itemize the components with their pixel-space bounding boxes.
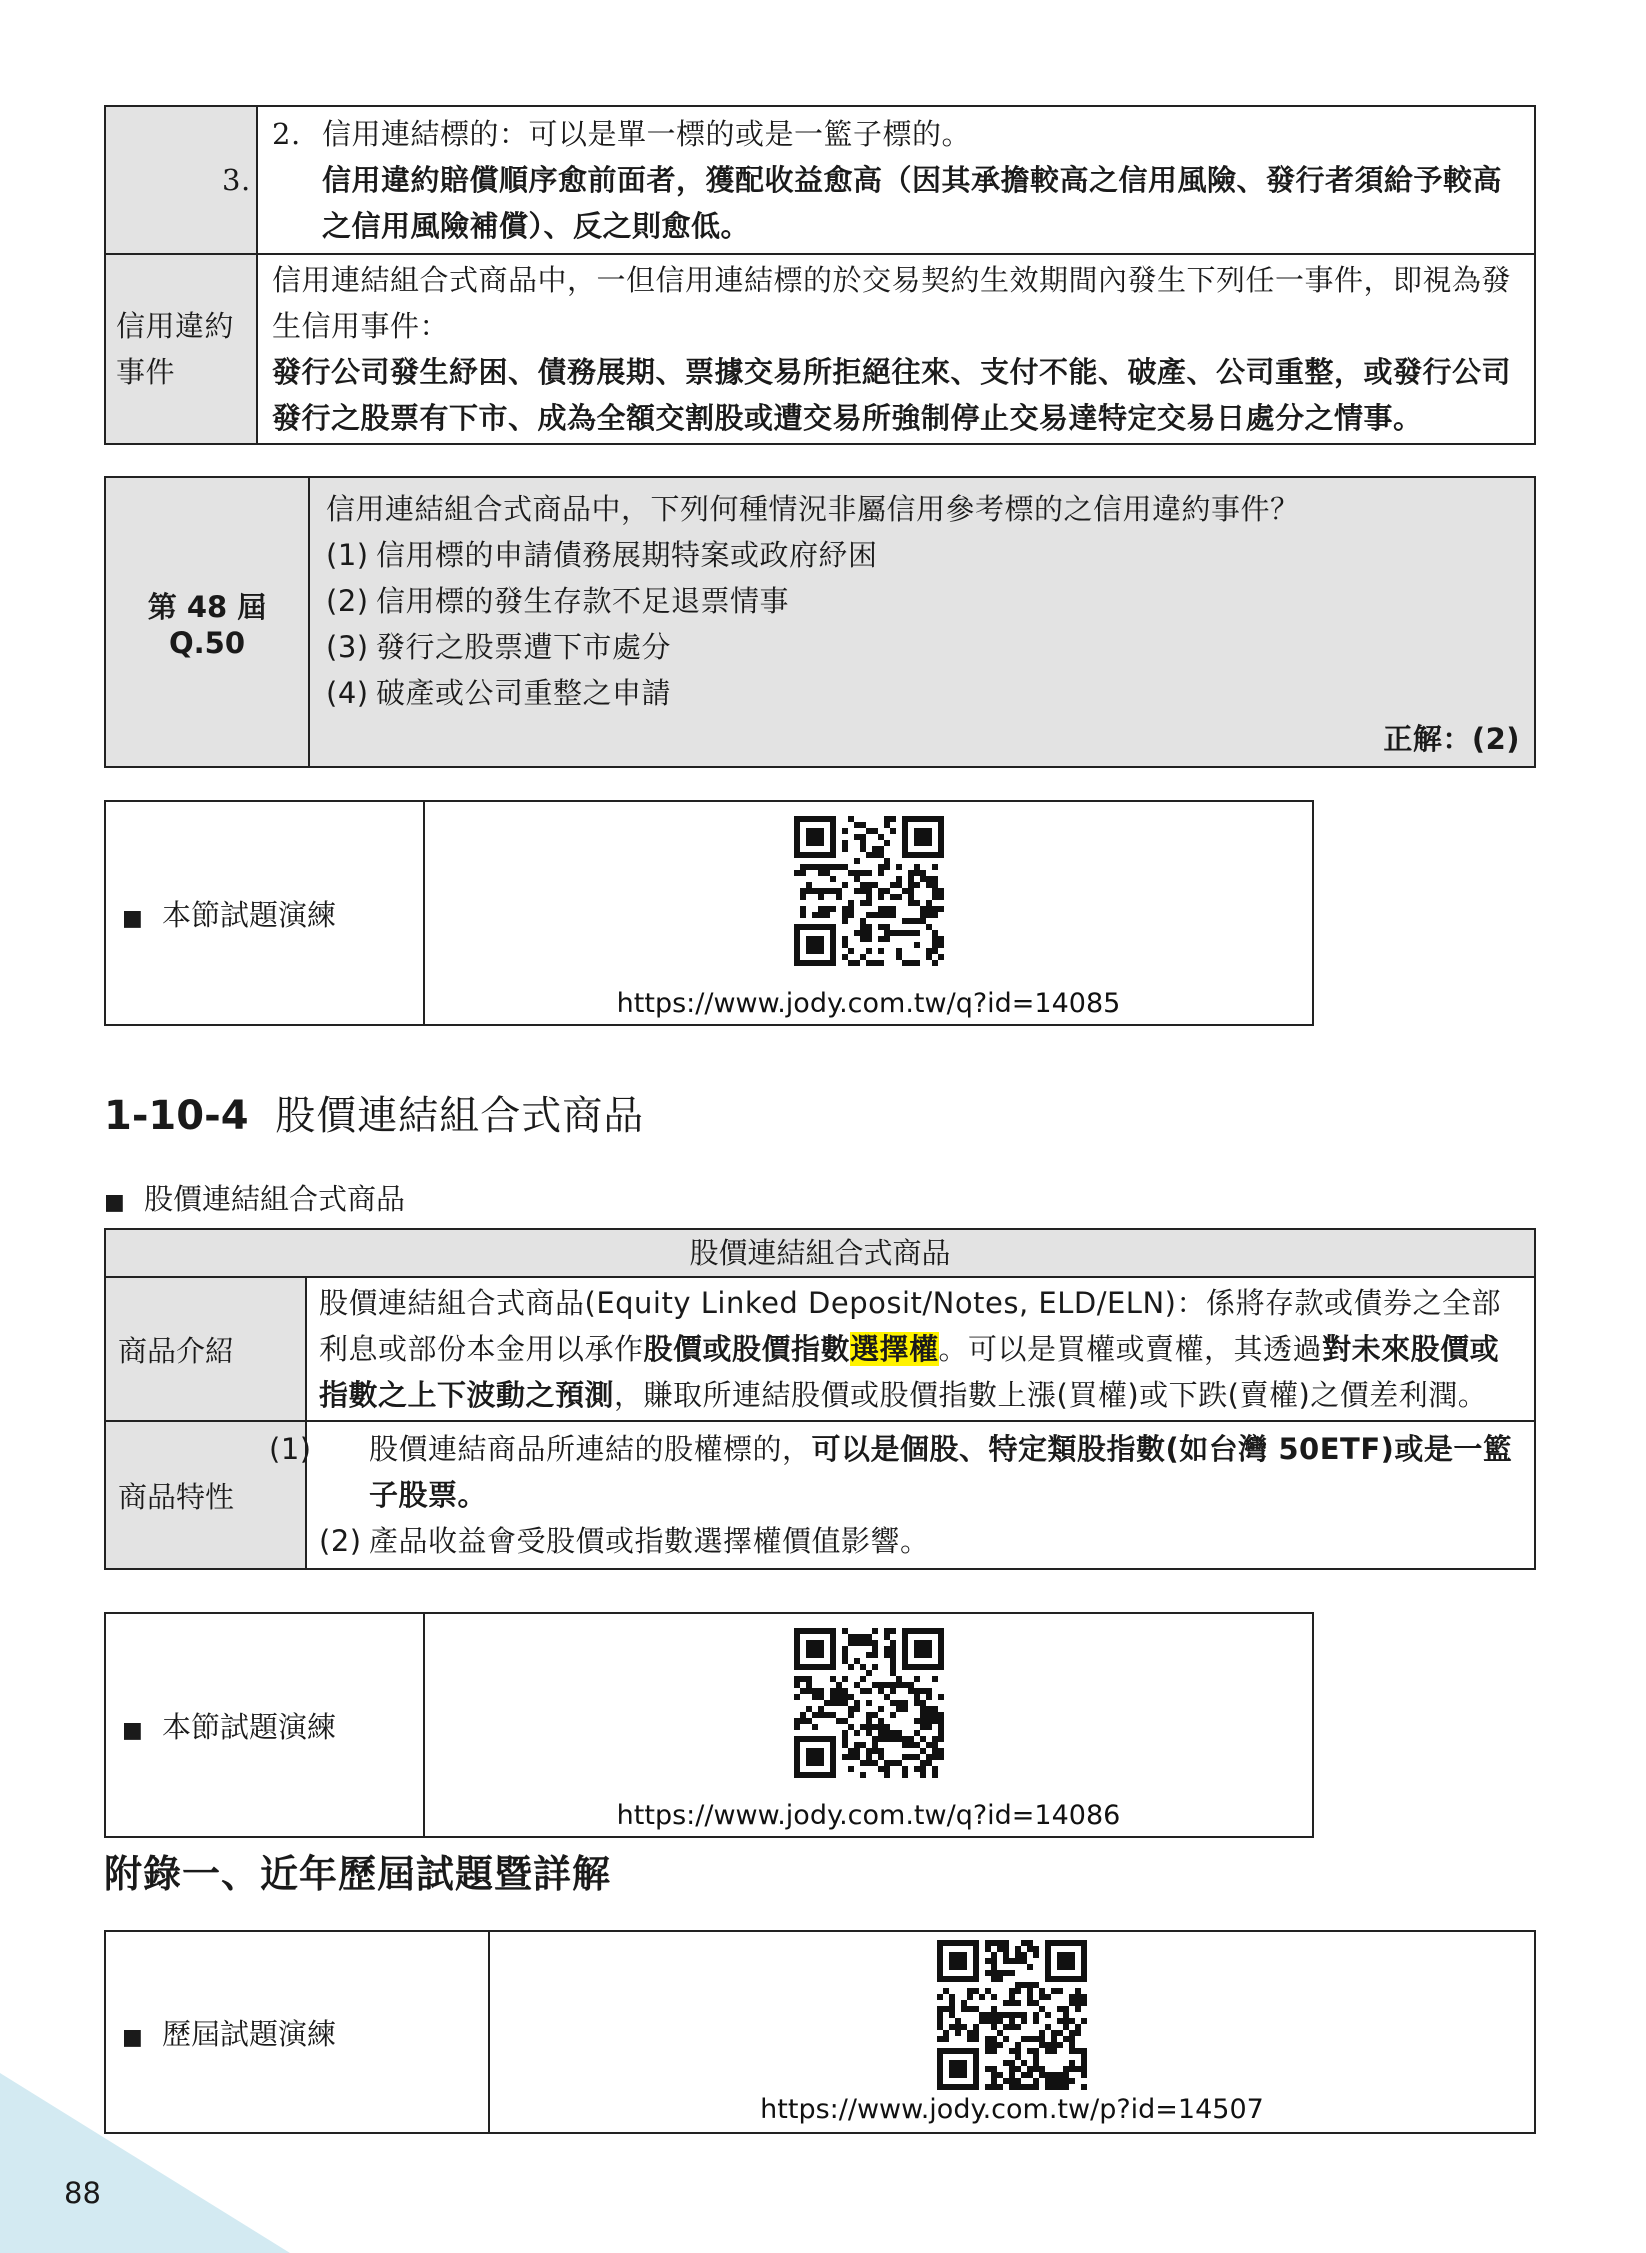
square-bullet-icon: ■ — [104, 1190, 125, 1215]
practice-label-cell-3: ■ 歷屆試題演練 — [105, 1931, 489, 2133]
practice-box-2 — [104, 1612, 1314, 1838]
question-table — [104, 476, 1536, 768]
corner-decoration — [0, 2073, 290, 2253]
equity-linked-table — [104, 1228, 1536, 1570]
credit-default-cell: 信用連結組合式商品中，一但信用連結標的於交易契約生效期間內發生下列任一事件，即視為發生信用事件： 發行公司發生紓困、債務展期、票據交易所拒絕往來、支付不能、破產、公司重整，或發行公司發行之股票有下市、成為全額交割股或遭交易所強制停止交易達特定交易日處分之情事。 — [257, 254, 1535, 444]
practice-box-1 — [104, 800, 1314, 1026]
question-label: 第 48 屆 Q.50 — [147, 589, 267, 660]
credit-default-label: 信用違約事件 — [105, 254, 257, 444]
credit-linked-items-cell — [222, 106, 1535, 254]
intro-text: 股價連結組合式商品(Equity Linked Deposit/Notes, ELD/ELN)：係將存款或債券之全部利息或部份本金用以承作股價或股價指數選擇權。可以是買權或賣權，其透過對未來股價或指數之上下波動之預測，賺取所連結股價或股價指數上漲(買權)或下跌(賣權)之價差利潤。 — [319, 1286, 1501, 1412]
qr-code-icon[interactable] — [794, 816, 944, 966]
square-bullet-icon: ■ — [122, 905, 143, 931]
page-number: 88 — [64, 2176, 101, 2210]
feature-2: (2) 產品收益會受股價或指數選擇權價值影響。 — [319, 1524, 930, 1558]
practice-qr-cell-3 — [489, 1931, 1535, 2133]
features-label-cell: 商品特性 — [105, 1421, 306, 1569]
practice-qr-cell-1 — [424, 801, 1313, 1025]
qr-code-icon[interactable] — [937, 1940, 1087, 2090]
features-body-cell — [269, 1421, 1535, 1569]
practice-link-3[interactable]: https://www.jody.com.tw/p?id=14507 — [760, 2094, 1264, 2125]
practice-link-1[interactable]: https://www.jody.com.tw/q?id=14085 — [616, 988, 1121, 1019]
intro-body-cell — [306, 1277, 1535, 1421]
question-body-cell — [309, 477, 1535, 767]
square-bullet-icon: ■ — [122, 1717, 143, 1743]
question-stem: 信用連結組合式商品中，下列何種情況非屬信用參考標的之信用違約事件？ — [326, 492, 1300, 526]
practice-label-cell-2: ■ 本節試題演練 — [105, 1613, 424, 1837]
section-heading — [104, 1088, 644, 1144]
appendix-title: 附錄一、近年歷屆試題暨詳解 — [104, 1852, 612, 1896]
qr-code-icon[interactable] — [794, 1628, 944, 1778]
credit-linked-table — [104, 105, 1536, 445]
equity-linked-header: 股價連結組合式商品 — [105, 1229, 1535, 1277]
practice-label-cell-1: ■ 本節試題演練 — [105, 801, 424, 1025]
feature-1: (1) 股價連結商品所連結的股權標的，可以是個股、特定類股指數(如台灣 50ETF)或是一籃子股票。 — [269, 1432, 1513, 1512]
square-bullet-icon: ■ — [122, 2024, 143, 2050]
item-3: 3. 信用違約賠償順序愈前面者，獲配收益愈高（因其承擔較高之信用風險、發行者須給予較高之信用風險補償）、反之則愈低。 — [222, 163, 1503, 243]
option-4: (4) 破產或公司重整之申請 — [326, 676, 672, 710]
practice-link-2[interactable]: https://www.jody.com.tw/q?id=14086 — [616, 1800, 1121, 1831]
bullet-heading: ■ 股價連結組合式商品 — [104, 1176, 405, 1226]
item-2: 2. 信用連結標的：可以是單一標的或是一籃子標的。 — [272, 117, 972, 151]
answer: 正解：(2) — [1383, 722, 1520, 756]
practice-box-3 — [104, 1930, 1536, 2134]
option-1: (1) 信用標的申請債務展期特案或政府紓困 — [326, 538, 878, 572]
practice-qr-cell-2 — [424, 1613, 1313, 1837]
option-3: (3) 發行之股票遭下市處分 — [326, 630, 672, 664]
intro-label-cell: 商品介紹 — [105, 1277, 306, 1421]
section-title: 股價連結組合式商品 — [275, 1093, 645, 1139]
question-label-cell — [105, 477, 309, 767]
option-2: (2) 信用標的發生存款不足退票情事 — [326, 584, 790, 618]
section-number: 1-10-4 — [104, 1093, 249, 1139]
